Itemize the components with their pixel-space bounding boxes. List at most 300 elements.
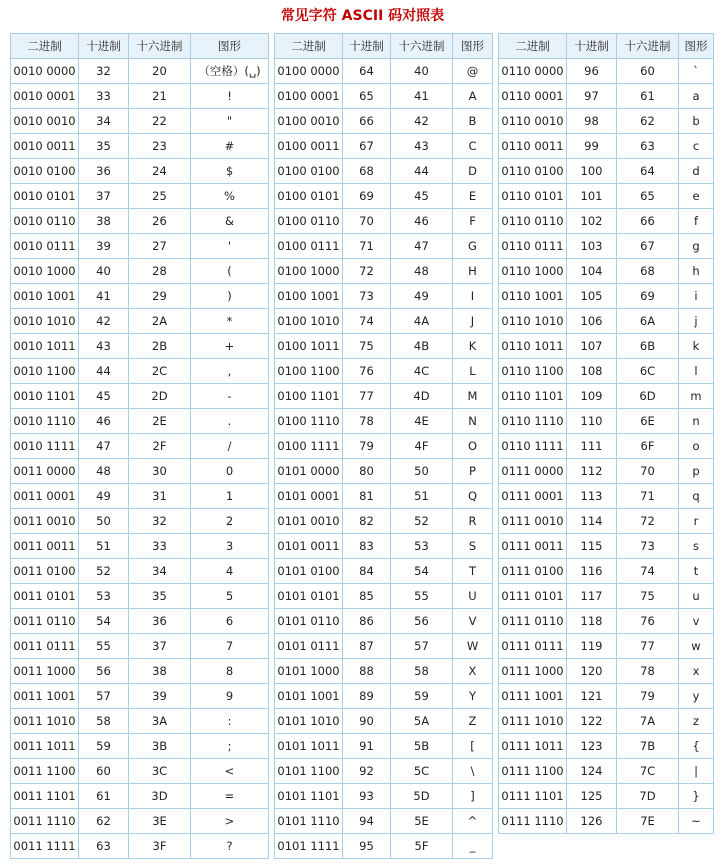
binary-cell: 0010 0110 <box>11 209 79 234</box>
decimal-cell: 100 <box>567 159 617 184</box>
glyph-cell: } <box>679 784 714 809</box>
table-row <box>499 634 714 659</box>
hex-cell: 2A <box>129 309 191 334</box>
table-row <box>11 634 269 659</box>
hex-cell: 2B <box>129 334 191 359</box>
page-title: 常见字符 ASCII 码对照表 <box>280 8 445 24</box>
decimal-cell: 80 <box>343 459 391 484</box>
table-row <box>499 384 714 409</box>
table-row <box>11 784 269 809</box>
hex-cell: 50 <box>391 459 453 484</box>
hex-cell: 27 <box>129 234 191 259</box>
binary-cell: 0111 1000 <box>499 659 567 684</box>
binary-cell: 0011 0010 <box>11 509 79 534</box>
binary-cell: 0010 0101 <box>11 184 79 209</box>
decimal-cell: 97 <box>567 84 617 109</box>
glyph-cell: 3 <box>191 534 269 559</box>
glyph-cell: k <box>679 334 714 359</box>
glyph-cell: E <box>453 184 493 209</box>
table-row <box>275 709 493 734</box>
table-row <box>275 109 493 134</box>
glyph-cell: D <box>453 159 493 184</box>
table-row <box>11 209 269 234</box>
glyph-cell: F <box>453 209 493 234</box>
glyph-cell: P <box>453 459 493 484</box>
glyph-cell: $ <box>191 159 269 184</box>
decimal-cell: 113 <box>567 484 617 509</box>
binary-cell: 0100 0110 <box>275 209 343 234</box>
hex-cell: 34 <box>129 559 191 584</box>
hex-cell: 28 <box>129 259 191 284</box>
decimal-cell: 103 <box>567 234 617 259</box>
glyph-cell: O <box>453 434 493 459</box>
glyph-cell: ) <box>191 284 269 309</box>
table-header-row <box>275 34 493 59</box>
hex-cell: 45 <box>391 184 453 209</box>
glyph-cell: f <box>679 209 714 234</box>
glyph-cell: ] <box>453 784 493 809</box>
binary-cell: 0101 1011 <box>275 734 343 759</box>
decimal-cell: 69 <box>343 184 391 209</box>
table-row <box>275 659 493 684</box>
decimal-cell: 74 <box>343 309 391 334</box>
glyph-cell: ; <box>191 734 269 759</box>
table-row <box>275 609 493 634</box>
hex-cell: 77 <box>617 634 679 659</box>
table-row <box>499 609 714 634</box>
table-row <box>11 284 269 309</box>
table-row <box>275 759 493 784</box>
glyph-cell: 5 <box>191 584 269 609</box>
table-row <box>499 809 714 834</box>
binary-cell: 0011 0111 <box>11 634 79 659</box>
decimal-cell: 104 <box>567 259 617 284</box>
table-row <box>275 284 493 309</box>
binary-cell: 0011 0001 <box>11 484 79 509</box>
glyph-cell: ' <box>191 234 269 259</box>
decimal-cell: 99 <box>567 134 617 159</box>
binary-cell: 0011 1010 <box>11 709 79 734</box>
binary-cell: 0100 1111 <box>275 434 343 459</box>
hex-cell: 5E <box>391 809 453 834</box>
decimal-cell: 116 <box>567 559 617 584</box>
hex-cell: 36 <box>129 609 191 634</box>
binary-cell: 0011 1110 <box>11 809 79 834</box>
binary-cell: 0101 1100 <box>275 759 343 784</box>
hex-cell: 7E <box>617 809 679 834</box>
glyph-cell: % <box>191 184 269 209</box>
glyph-cell: L <box>453 359 493 384</box>
table-row <box>499 284 714 309</box>
table-row <box>499 59 714 84</box>
glyph-cell: Q <box>453 484 493 509</box>
decimal-cell: 84 <box>343 559 391 584</box>
hex-cell: 3C <box>129 759 191 784</box>
decimal-cell: 122 <box>567 709 617 734</box>
decimal-cell: 35 <box>79 134 129 159</box>
hex-cell: 67 <box>617 234 679 259</box>
decimal-cell: 117 <box>567 584 617 609</box>
binary-cell: 0111 1011 <box>499 734 567 759</box>
glyph-cell: H <box>453 259 493 284</box>
glyph-cell: = <box>191 784 269 809</box>
header-glyph: 图形 <box>679 34 714 59</box>
glyph-cell: & <box>191 209 269 234</box>
table-row <box>499 509 714 534</box>
decimal-cell: 50 <box>79 509 129 534</box>
glyph-cell: U <box>453 584 493 609</box>
binary-cell: 0101 1000 <box>275 659 343 684</box>
table-row <box>499 209 714 234</box>
decimal-cell: 41 <box>79 284 129 309</box>
decimal-cell: 88 <box>343 659 391 684</box>
decimal-cell: 125 <box>567 784 617 809</box>
table-row <box>499 359 714 384</box>
binary-cell: 0100 1010 <box>275 309 343 334</box>
binary-cell: 0100 0010 <box>275 109 343 134</box>
binary-cell: 0101 1010 <box>275 709 343 734</box>
table-row <box>275 159 493 184</box>
glyph-cell: 2 <box>191 509 269 534</box>
glyph-cell: 4 <box>191 559 269 584</box>
hex-cell: 6F <box>617 434 679 459</box>
binary-cell: 0010 1000 <box>11 259 79 284</box>
hex-cell: 69 <box>617 284 679 309</box>
table-row <box>11 534 269 559</box>
binary-cell: 0101 1110 <box>275 809 343 834</box>
binary-cell: 0011 1101 <box>11 784 79 809</box>
decimal-cell: 121 <box>567 684 617 709</box>
table-row <box>499 184 714 209</box>
hex-cell: 49 <box>391 284 453 309</box>
binary-cell: 0010 0010 <box>11 109 79 134</box>
hex-cell: 5D <box>391 784 453 809</box>
decimal-cell: 61 <box>79 784 129 809</box>
hex-cell: 24 <box>129 159 191 184</box>
table-row <box>11 184 269 209</box>
table-row <box>275 734 493 759</box>
table-row <box>499 534 714 559</box>
decimal-cell: 40 <box>79 259 129 284</box>
binary-cell: 0110 1100 <box>499 359 567 384</box>
decimal-cell: 62 <box>79 809 129 834</box>
binary-cell: 0100 0100 <box>275 159 343 184</box>
table-row <box>499 584 714 609</box>
table-row <box>275 784 493 809</box>
glyph-cell: . <box>191 409 269 434</box>
binary-cell: 0101 0100 <box>275 559 343 584</box>
decimal-cell: 82 <box>343 509 391 534</box>
decimal-cell: 120 <box>567 659 617 684</box>
binary-cell: 0110 1110 <box>499 409 567 434</box>
binary-cell: 0110 1101 <box>499 384 567 409</box>
table-row <box>11 834 269 859</box>
table-row <box>275 809 493 834</box>
binary-cell: 0100 1011 <box>275 334 343 359</box>
binary-cell: 0010 0111 <box>11 234 79 259</box>
table-row <box>11 809 269 834</box>
glyph-cell: （空格）(␣) <box>191 59 269 84</box>
decimal-cell: 89 <box>343 684 391 709</box>
hex-cell: 7C <box>617 759 679 784</box>
hex-cell: 64 <box>617 159 679 184</box>
header-decimal: 十进制 <box>79 34 129 59</box>
decimal-cell: 112 <box>567 459 617 484</box>
binary-cell: 0110 0010 <box>499 109 567 134</box>
table-row <box>11 709 269 734</box>
hex-cell: 62 <box>617 109 679 134</box>
decimal-cell: 52 <box>79 559 129 584</box>
table-row <box>499 784 714 809</box>
decimal-cell: 48 <box>79 459 129 484</box>
glyph-cell: z <box>679 709 714 734</box>
table-row <box>275 534 493 559</box>
decimal-cell: 92 <box>343 759 391 784</box>
hex-cell: 48 <box>391 259 453 284</box>
glyph-cell: ? <box>191 834 269 859</box>
hex-cell: 3D <box>129 784 191 809</box>
glyph-cell: b <box>679 109 714 134</box>
decimal-cell: 66 <box>343 109 391 134</box>
glyph-cell: X <box>453 659 493 684</box>
decimal-cell: 118 <box>567 609 617 634</box>
binary-cell: 0111 1110 <box>499 809 567 834</box>
header-hex: 十六进制 <box>129 34 191 59</box>
decimal-cell: 55 <box>79 634 129 659</box>
decimal-cell: 34 <box>79 109 129 134</box>
decimal-cell: 60 <box>79 759 129 784</box>
binary-cell: 0011 0100 <box>11 559 79 584</box>
hex-cell: 40 <box>391 59 453 84</box>
ascii-table-2 <box>274 33 493 859</box>
table-row <box>11 84 269 109</box>
table-row <box>499 159 714 184</box>
decimal-cell: 33 <box>79 84 129 109</box>
glyph-cell: W <box>453 634 493 659</box>
hex-cell: 56 <box>391 609 453 634</box>
binary-cell: 0111 0101 <box>499 584 567 609</box>
glyph-cell: i <box>679 284 714 309</box>
glyph-cell: : <box>191 709 269 734</box>
binary-cell: 0010 1010 <box>11 309 79 334</box>
hex-cell: 61 <box>617 84 679 109</box>
glyph-cell: [ <box>453 734 493 759</box>
hex-cell: 6D <box>617 384 679 409</box>
table-row <box>275 209 493 234</box>
table-row <box>275 559 493 584</box>
table-row <box>11 559 269 584</box>
binary-cell: 0010 0011 <box>11 134 79 159</box>
decimal-cell: 49 <box>79 484 129 509</box>
binary-cell: 0111 0010 <box>499 509 567 534</box>
hex-cell: 59 <box>391 684 453 709</box>
table-row <box>11 684 269 709</box>
hex-cell: 4E <box>391 409 453 434</box>
table-row <box>499 309 714 334</box>
decimal-cell: 63 <box>79 834 129 859</box>
decimal-cell: 39 <box>79 234 129 259</box>
glyph-cell: a <box>679 84 714 109</box>
hex-cell: 74 <box>617 559 679 584</box>
decimal-cell: 95 <box>343 834 391 859</box>
binary-cell: 0010 0000 <box>11 59 79 84</box>
decimal-cell: 87 <box>343 634 391 659</box>
binary-cell: 0110 0000 <box>499 59 567 84</box>
hex-cell: 20 <box>129 59 191 84</box>
table-row <box>499 259 714 284</box>
binary-cell: 0010 1001 <box>11 284 79 309</box>
decimal-cell: 90 <box>343 709 391 734</box>
table-row <box>499 84 714 109</box>
hex-cell: 41 <box>391 84 453 109</box>
hex-cell: 3F <box>129 834 191 859</box>
hex-cell: 4F <box>391 434 453 459</box>
hex-cell: 4D <box>391 384 453 409</box>
hex-cell: 78 <box>617 659 679 684</box>
table-row <box>499 659 714 684</box>
decimal-cell: 94 <box>343 809 391 834</box>
table-row <box>275 84 493 109</box>
decimal-cell: 86 <box>343 609 391 634</box>
decimal-cell: 79 <box>343 434 391 459</box>
decimal-cell: 115 <box>567 534 617 559</box>
hex-cell: 30 <box>129 459 191 484</box>
binary-cell: 0011 1111 <box>11 834 79 859</box>
decimal-cell: 53 <box>79 584 129 609</box>
glyph-cell: o <box>679 434 714 459</box>
binary-cell: 0101 1001 <box>275 684 343 709</box>
table-row <box>499 334 714 359</box>
table-row <box>11 459 269 484</box>
hex-cell: 66 <box>617 209 679 234</box>
hex-cell: 4B <box>391 334 453 359</box>
decimal-cell: 59 <box>79 734 129 759</box>
glyph-cell: > <box>191 809 269 834</box>
glyph-cell: < <box>191 759 269 784</box>
hex-cell: 4C <box>391 359 453 384</box>
binary-cell: 0110 0101 <box>499 184 567 209</box>
glyph-cell: 8 <box>191 659 269 684</box>
table-row <box>11 334 269 359</box>
glyph-cell: h <box>679 259 714 284</box>
decimal-cell: 106 <box>567 309 617 334</box>
table-row <box>11 609 269 634</box>
binary-cell: 0101 0001 <box>275 484 343 509</box>
binary-cell: 0111 1101 <box>499 784 567 809</box>
glyph-cell: 7 <box>191 634 269 659</box>
binary-cell: 0011 0110 <box>11 609 79 634</box>
table-row <box>499 459 714 484</box>
table-row <box>11 234 269 259</box>
binary-cell: 0101 0011 <box>275 534 343 559</box>
table-row <box>11 734 269 759</box>
glyph-cell: m <box>679 384 714 409</box>
glyph-cell: 6 <box>191 609 269 634</box>
glyph-cell: M <box>453 384 493 409</box>
hex-cell: 51 <box>391 484 453 509</box>
glyph-cell: w <box>679 634 714 659</box>
hex-cell: 39 <box>129 684 191 709</box>
glyph-cell: R <box>453 509 493 534</box>
table-row <box>275 234 493 259</box>
glyph-cell: A <box>453 84 493 109</box>
hex-cell: 7B <box>617 734 679 759</box>
glyph-cell: x <box>679 659 714 684</box>
table-row <box>11 484 269 509</box>
glyph-cell: S <box>453 534 493 559</box>
binary-cell: 0100 0000 <box>275 59 343 84</box>
decimal-cell: 85 <box>343 584 391 609</box>
glyph-cell: \ <box>453 759 493 784</box>
decimal-cell: 58 <box>79 709 129 734</box>
glyph-cell: ( <box>191 259 269 284</box>
binary-cell: 0010 0001 <box>11 84 79 109</box>
decimal-cell: 42 <box>79 309 129 334</box>
binary-cell: 0100 1100 <box>275 359 343 384</box>
binary-cell: 0101 0101 <box>275 584 343 609</box>
ascii-table-1 <box>10 33 269 859</box>
decimal-cell: 45 <box>79 384 129 409</box>
hex-cell: 5B <box>391 734 453 759</box>
hex-cell: 21 <box>129 84 191 109</box>
hex-cell: 2D <box>129 384 191 409</box>
hex-cell: 6C <box>617 359 679 384</box>
glyph-cell: ` <box>679 59 714 84</box>
glyph-cell: I <box>453 284 493 309</box>
table-row <box>11 434 269 459</box>
hex-cell: 54 <box>391 559 453 584</box>
table-row <box>275 509 493 534</box>
table-row <box>499 434 714 459</box>
hex-cell: 31 <box>129 484 191 509</box>
decimal-cell: 96 <box>567 59 617 84</box>
ascii-table-3 <box>498 33 714 834</box>
binary-cell: 0101 0110 <box>275 609 343 634</box>
binary-cell: 0111 0100 <box>499 559 567 584</box>
binary-cell: 0110 0111 <box>499 234 567 259</box>
binary-cell: 0110 0001 <box>499 84 567 109</box>
table-row <box>499 559 714 584</box>
table-row <box>499 734 714 759</box>
hex-cell: 26 <box>129 209 191 234</box>
glyph-cell: c <box>679 134 714 159</box>
hex-cell: 55 <box>391 584 453 609</box>
glyph-cell: ^ <box>453 809 493 834</box>
table-row <box>275 184 493 209</box>
decimal-cell: 110 <box>567 409 617 434</box>
binary-cell: 0101 1111 <box>275 834 343 859</box>
table-row <box>11 259 269 284</box>
glyph-cell: - <box>191 384 269 409</box>
binary-cell: 0110 1011 <box>499 334 567 359</box>
binary-cell: 0010 1111 <box>11 434 79 459</box>
binary-cell: 0100 1101 <box>275 384 343 409</box>
binary-cell: 0011 1000 <box>11 659 79 684</box>
glyph-cell: u <box>679 584 714 609</box>
header-decimal: 十进制 <box>343 34 391 59</box>
binary-cell: 0010 1100 <box>11 359 79 384</box>
glyph-cell: V <box>453 609 493 634</box>
decimal-cell: 101 <box>567 184 617 209</box>
hex-cell: 63 <box>617 134 679 159</box>
decimal-cell: 65 <box>343 84 391 109</box>
decimal-cell: 105 <box>567 284 617 309</box>
table-row <box>499 109 714 134</box>
decimal-cell: 107 <box>567 334 617 359</box>
table-row <box>275 334 493 359</box>
table-row <box>275 309 493 334</box>
hex-cell: 60 <box>617 59 679 84</box>
